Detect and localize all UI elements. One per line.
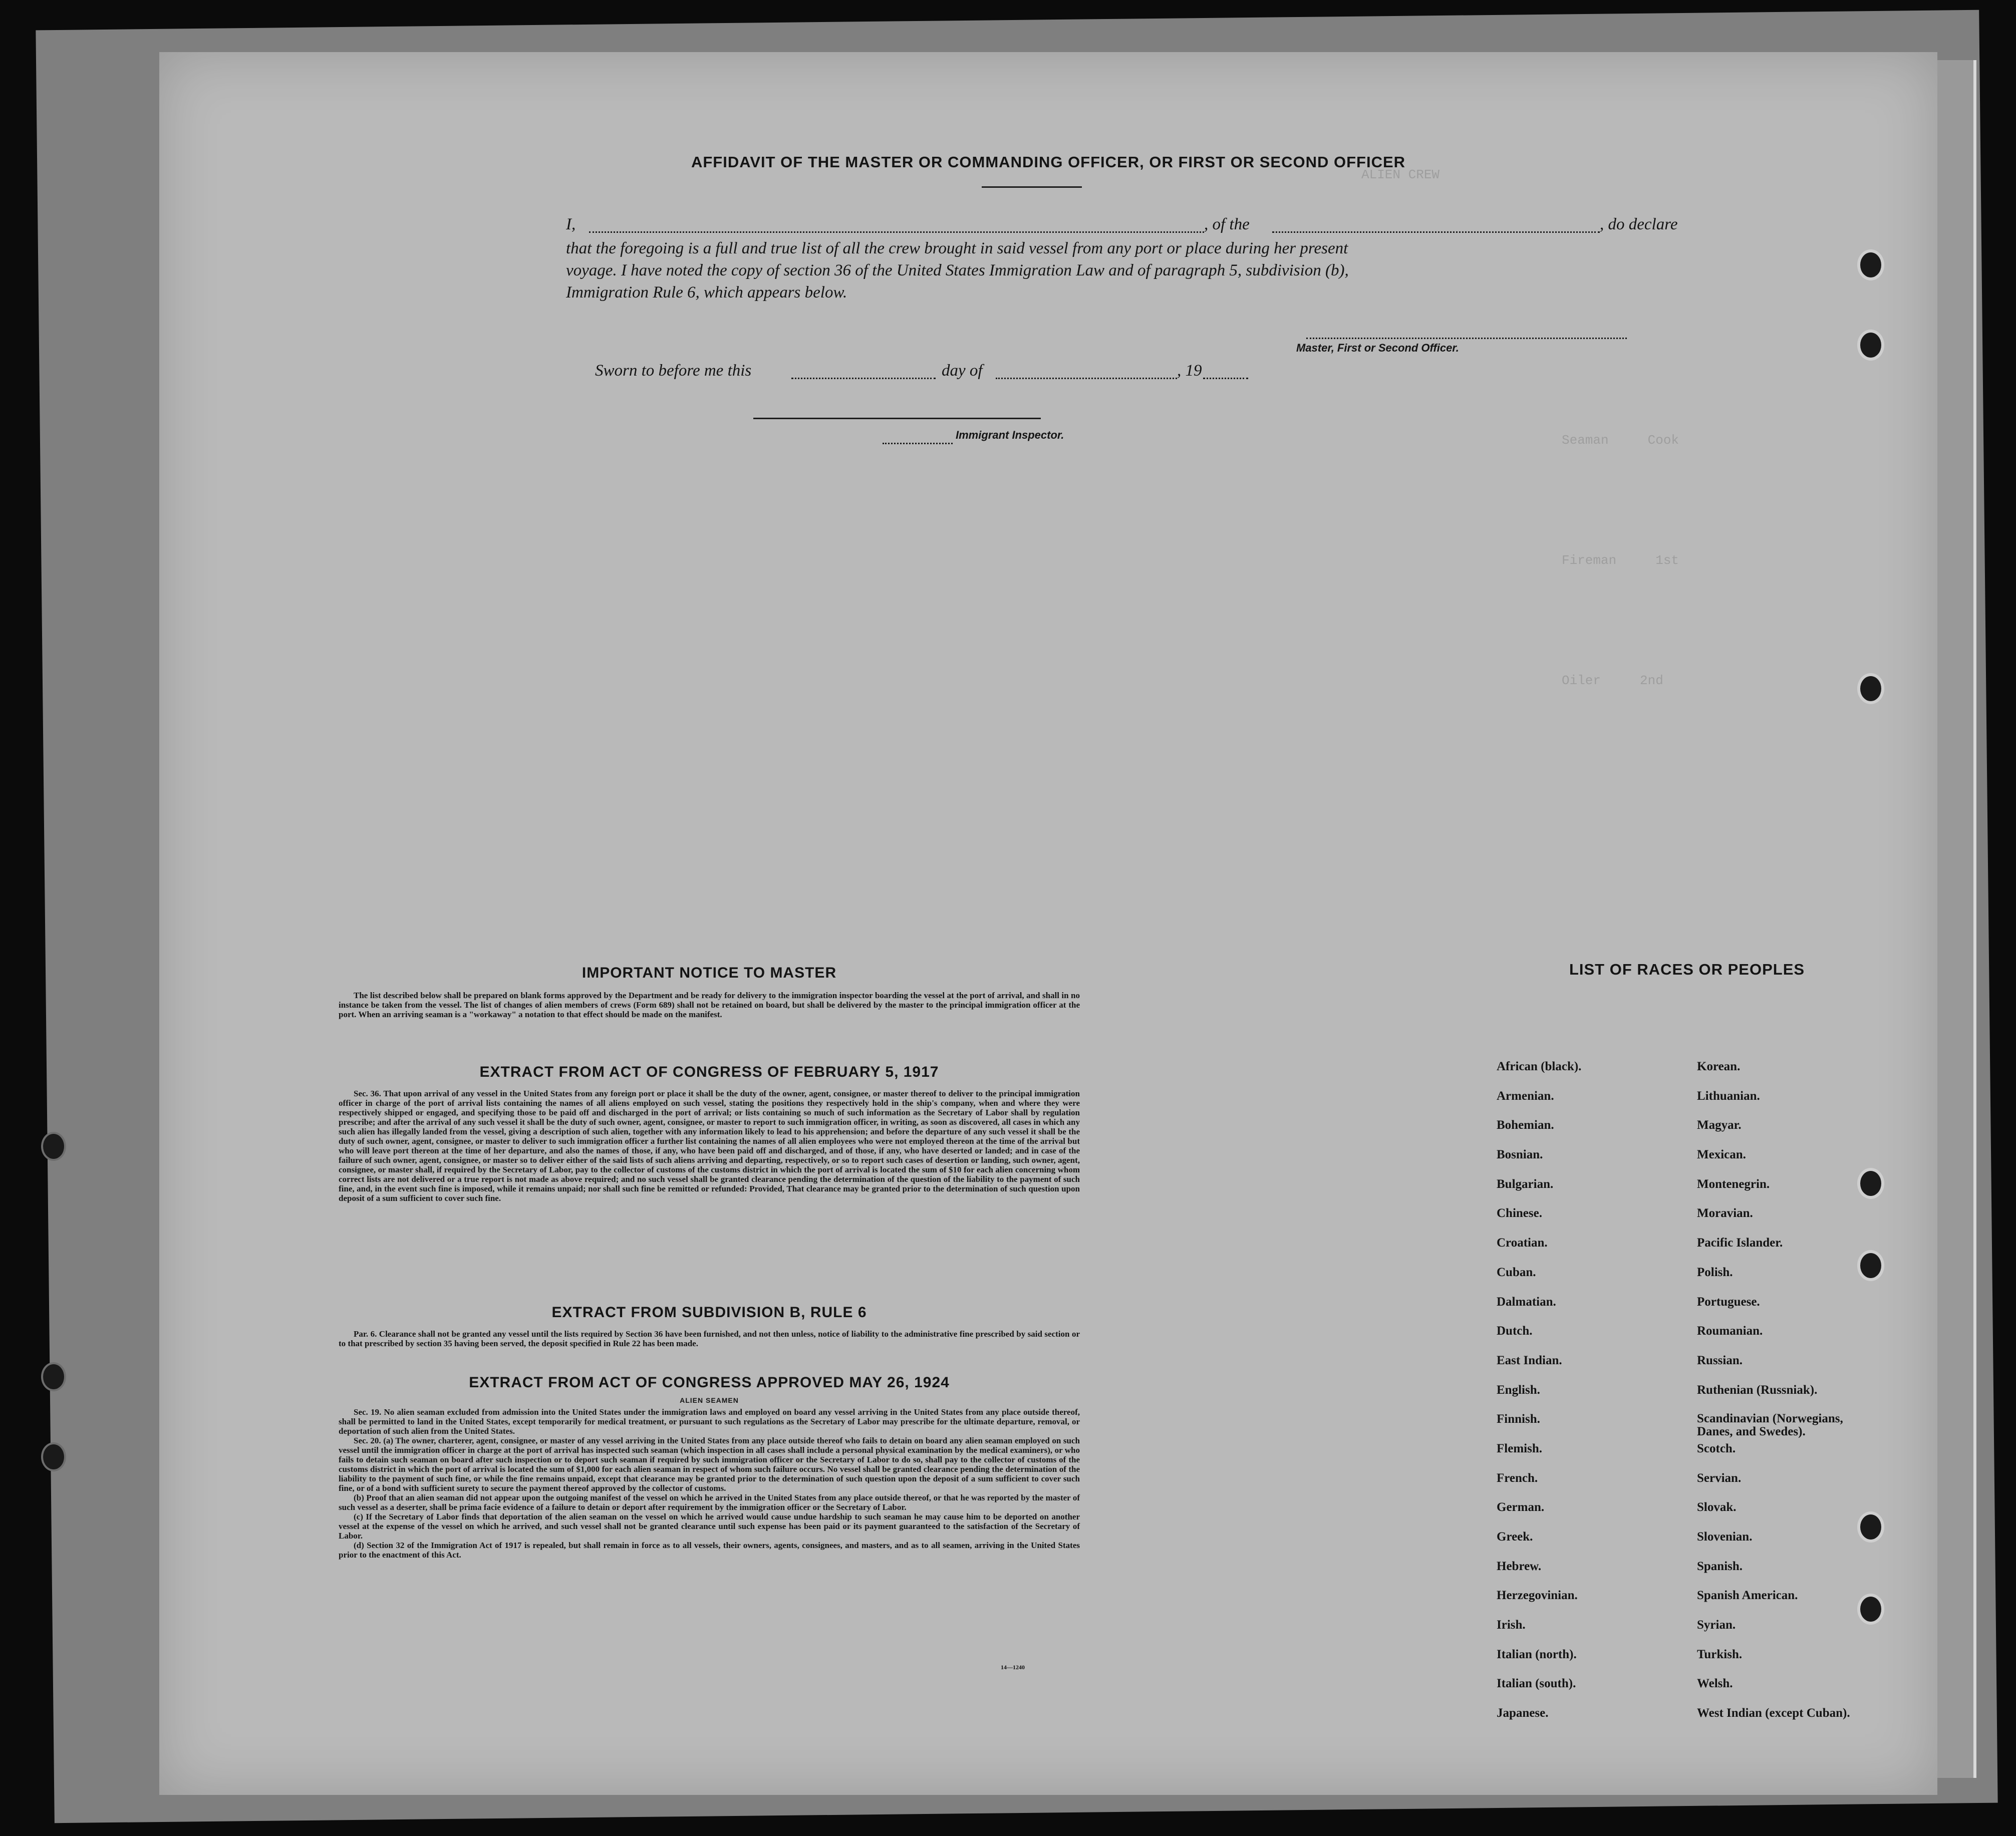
punch-hole: [43, 1134, 64, 1159]
extract-1924-text: [339, 1407, 1080, 1560]
affidavit-line4: Immigration Rule 6, which appears below.: [566, 283, 847, 301]
sworn-text-end: , 19: [1177, 362, 1202, 380]
race-item: Russian.: [1697, 1353, 1743, 1367]
punch-hole: [1860, 333, 1881, 358]
affidavit-line1-end: , do declare: [1600, 215, 1678, 233]
sec19-text: Sec. 19. No alien seaman excluded from admission into the United States under the immigration laws and employed on board any vessel arriving in the United States from any place outside thereof, shall be permitted to land in the United States, except temporarily for medical treatment, or pursuant to such regulations as the Secretary of Labor may prescribe for the ultimate departure, removal, or deportation of such alien from the United States.: [339, 1407, 1080, 1436]
sworn-text-mid: day of: [942, 362, 983, 380]
race-item: Slovenian.: [1697, 1530, 1753, 1544]
race-item: Turkish.: [1697, 1647, 1743, 1661]
race-item: Welsh.: [1697, 1677, 1733, 1691]
punch-hole: [43, 1364, 64, 1389]
race-item: Korean.: [1697, 1060, 1741, 1073]
race-item: Moravian.: [1697, 1206, 1753, 1220]
race-item: Pacific Islander.: [1697, 1236, 1783, 1250]
sec20b-text: (b) Proof that an alien seaman did not appear upon the outgoing manifest of the vessel on which he arrived in the United States from any place outside thereof, or that he was reported by the master of such vessel as a deserter, shall be prima facie evidence of a failure to detain or deport after requirement by the immigration officer or the Secretary of Labor.: [339, 1493, 1080, 1512]
race-item: Polish.: [1697, 1265, 1733, 1279]
alien-seamen-subtitle: ALIEN SEAMEN: [680, 1396, 739, 1404]
race-item: Spanish American.: [1697, 1589, 1798, 1603]
race-item: Croatian.: [1497, 1236, 1548, 1250]
race-item: German.: [1497, 1500, 1545, 1514]
form-page: [159, 52, 1937, 1795]
race-item: Irish.: [1497, 1618, 1526, 1632]
race-item: Flemish.: [1497, 1441, 1542, 1455]
notice-text: The list described below shall be prepared on blank forms approved by the Department and be ready for delivery to the immigration inspector boarding the vessel at the port of arrival, and shall in no instance be taken from the vessel. The list of changes of alien members of crews (Form 689) shall not be retained on board, but shall be delivered by the master to the principal immigration officer at the port. When an arriving seaman is a "workaway" a notation to that effect should be made on the manifest.: [339, 991, 1080, 1019]
officer-label: Master, First or Second Officer.: [1296, 342, 1459, 354]
race-item: Dutch.: [1497, 1324, 1533, 1338]
race-item: Portuguese.: [1697, 1295, 1760, 1309]
name-blank: [589, 231, 1204, 233]
race-item: Italian (south).: [1497, 1677, 1576, 1691]
punch-hole: [1860, 676, 1881, 701]
affidavit-line1-mid: , of the: [1204, 215, 1250, 233]
race-item: Bulgarian.: [1497, 1177, 1554, 1191]
race-item: Slovak.: [1697, 1500, 1737, 1514]
race-item: Greek.: [1497, 1530, 1533, 1544]
race-item: Ruthenian (Russniak).: [1697, 1383, 1818, 1397]
race-item: Servian.: [1697, 1471, 1742, 1485]
race-item: East Indian.: [1497, 1353, 1562, 1367]
race-item: Finnish.: [1497, 1412, 1540, 1426]
extract-rule6-text: Par. 6. Clearance shall not be granted any vessel until the lists required by Section 36 have been furnished, and not then unless, notice of liability to the administrative fine prescribed by said section or to that prescribed by section 35 having been served, the deposit specified in Rule 22 has been made.: [339, 1329, 1080, 1348]
race-item: Chinese.: [1497, 1206, 1542, 1220]
punch-hole: [1860, 252, 1881, 277]
race-item: Bohemian.: [1497, 1118, 1554, 1132]
extract-1917-text: Sec. 36. That upon arrival of any vessel in the United States from any foreign port or place it shall be the duty of the owner, agent, consignee, or master thereof to deliver to the principal immigration officer in charge of the port of arrival lists containing the names of all aliens employed on such vessel, stating the positions they respectively hold in the ship's company, when and where they were respectively shipped or engaged, and specifying those to be paid off and discharged in the port of arrival; or lists containing so much of such information as the Secretary of Labor shall by regulation prescribe; and after the arrival of any such vessel it shall be the duty of such owner, agent, consignee, or master to report to such immigration officer, in writing, as soon as discovered, all cases in which any such alien has illegally landed from the vessel, giving a description of such alien, together with any information likely to lead to his apprehension; and before the departure of any such vessel it shall be the duty of such owner, agent, consignee, or master to deliver to such immigration officer a further list containing the names of all alien employees who were not employed thereon at the time of the arrival but who will leave port thereon at the time of her departure, and also the names of those, if any, who have been paid off and discharged, and of those, if any, who have deserted or landed; and in case of the failure of such owner, agent, consignee, or master so to deliver either of the said lists of such aliens arriving and departing, respectively, or so to report such cases of desertion or landing, such owner, agent, consignee, or master shall, if required by the Secretary of Labor, pay to the collector of customs of the customs district in which the port of arrival is located the sum of $10 for each alien concerning whom correct lists are not delivered or a true report is not made as above required; and no such vessel shall be granted clearance pending the determination of the question of the liability to the payment of such fine, and, in the event such fine is imposed, while it remains unpaid; nor shall such fine be remitted or refunded: Provided, That clearance may be granted prior to the determination of such question upon deposit of a sum sufficient to cover such fine.: [339, 1089, 1080, 1203]
punch-hole: [43, 1444, 64, 1469]
race-item: Mexican.: [1697, 1148, 1746, 1162]
race-item: Herzegovinian.: [1497, 1589, 1578, 1603]
race-item: English.: [1497, 1383, 1540, 1397]
bleed-through-text: Seaman Cook: [1562, 433, 1679, 448]
race-item: Bosnian.: [1497, 1148, 1543, 1162]
race-item: Scandinavian (Norwegians, Danes, and Swedes).: [1697, 1412, 1843, 1439]
year-blank: [1203, 378, 1248, 379]
race-item: Lithuanian.: [1697, 1089, 1760, 1103]
sec20d-text: (d) Section 32 of the Immigration Act of 1917 is repealed, but shall remain in force as to all vessels, their owners, agents, consignees, and masters, and as to all seamen, arriving in the United States prior to the enactment of this Act.: [339, 1541, 1080, 1560]
race-item: Hebrew.: [1497, 1559, 1542, 1573]
race-item: Magyar.: [1697, 1118, 1742, 1132]
race-item: Japanese.: [1497, 1706, 1549, 1720]
notice-title: IMPORTANT NOTICE TO MASTER: [582, 965, 837, 981]
race-item: Syrian.: [1697, 1618, 1736, 1632]
extract-1917-title: EXTRACT FROM ACT OF CONGRESS OF FEBRUARY 5, 1917: [479, 1064, 939, 1080]
sec20a-text: Sec. 20. (a) The owner, charterer, agent, consignee, or master of any vessel arriving in the United States from any place outside thereof who fails to detain on board any alien seaman employed on such vessel until the immigration officer in charge at the port of arrival has inspected such seaman (which inspection in all cases shall include a personal physical examination by the medical examiners), or who fails to detain such seaman on board after such inspection or to deport such seaman if required by such immigration officer or the Secretary of Labor to do so, shall pay to the collector of customs of the customs district in which the port of arrival is located the sum of $1,000 for each alien seaman in respect of whom such failure occurs. No vessel shall be granted clearance pending the determination of the liability to the payment of such fine, or while the fine remains unpaid, except that clearance may be granted prior to the determination of such question upon the deposit of a sum sufficient to cover such fine, or of a bond with sufficient surety to secure the payment thereof approved by the collector of customs.: [339, 1436, 1080, 1493]
bleed-through-text: Fireman 1st: [1562, 553, 1679, 568]
races-title: LIST OF RACES OR PEOPLES: [1569, 961, 1805, 978]
affidavit-title: AFFIDAVIT OF THE MASTER OR COMMANDING OFFICER, OR FIRST OR SECOND OFFICER: [691, 153, 1406, 171]
race-item: Montenegrin.: [1697, 1177, 1770, 1191]
divider: [982, 186, 1082, 188]
affidavit-line1-start: I,: [566, 215, 576, 233]
affidavit-line2: that the foregoing is a full and true list of all the crew brought in said vessel from any port or place during her present: [566, 239, 1348, 257]
race-item: Roumanian.: [1697, 1324, 1763, 1338]
race-item: West Indian (except Cuban).: [1697, 1706, 1850, 1720]
vessel-blank: [1272, 231, 1600, 233]
race-item: French.: [1497, 1471, 1538, 1485]
bleed-through-text: Oiler 2nd: [1562, 673, 1663, 688]
race-item: Italian (north).: [1497, 1647, 1577, 1661]
sworn-text-start: Sworn to before me this: [595, 362, 752, 380]
race-item: Armenian.: [1497, 1089, 1554, 1103]
extract-rule6-title: EXTRACT FROM SUBDIVISION B, RULE 6: [551, 1304, 867, 1321]
bleed-through-text: ALIEN CREW: [1361, 167, 1440, 182]
inspector-dotted-line: [883, 443, 953, 444]
inspector-signature-line: [753, 418, 1041, 419]
race-item: Spanish.: [1697, 1559, 1743, 1573]
inspector-label: Immigrant Inspector.: [956, 429, 1064, 441]
month-blank: [996, 378, 1177, 379]
affidavit-line3: voyage. I have noted the copy of section 36 of the United States Immigration Law and of paragraph 5, subdivision (b),: [566, 261, 1349, 279]
officer-signature-line: [1306, 338, 1627, 339]
form-number: 14—1240: [1001, 1664, 1025, 1671]
races-list: [1497, 1060, 1877, 1736]
race-item: African (black).: [1497, 1060, 1582, 1073]
race-item: Dalmatian.: [1497, 1295, 1556, 1309]
sec20c-text: (c) If the Secretary of Labor finds that deportation of the alien seaman on the vessel on which he arrived would cause undue hardship to such seaman he may cause him to be deported on another vessel at the expense of the vessel on which he arrived, and such vessel shall not be granted clearance until such expense has been paid or its payment guaranteed to the satisfaction of the Secretary of Labor.: [339, 1512, 1080, 1541]
race-item: Cuban.: [1497, 1265, 1536, 1279]
extract-1924-title: EXTRACT FROM ACT OF CONGRESS APPROVED MAY 26, 1924: [469, 1374, 950, 1391]
day-blank: [791, 378, 936, 379]
race-item: Scotch.: [1697, 1441, 1736, 1455]
